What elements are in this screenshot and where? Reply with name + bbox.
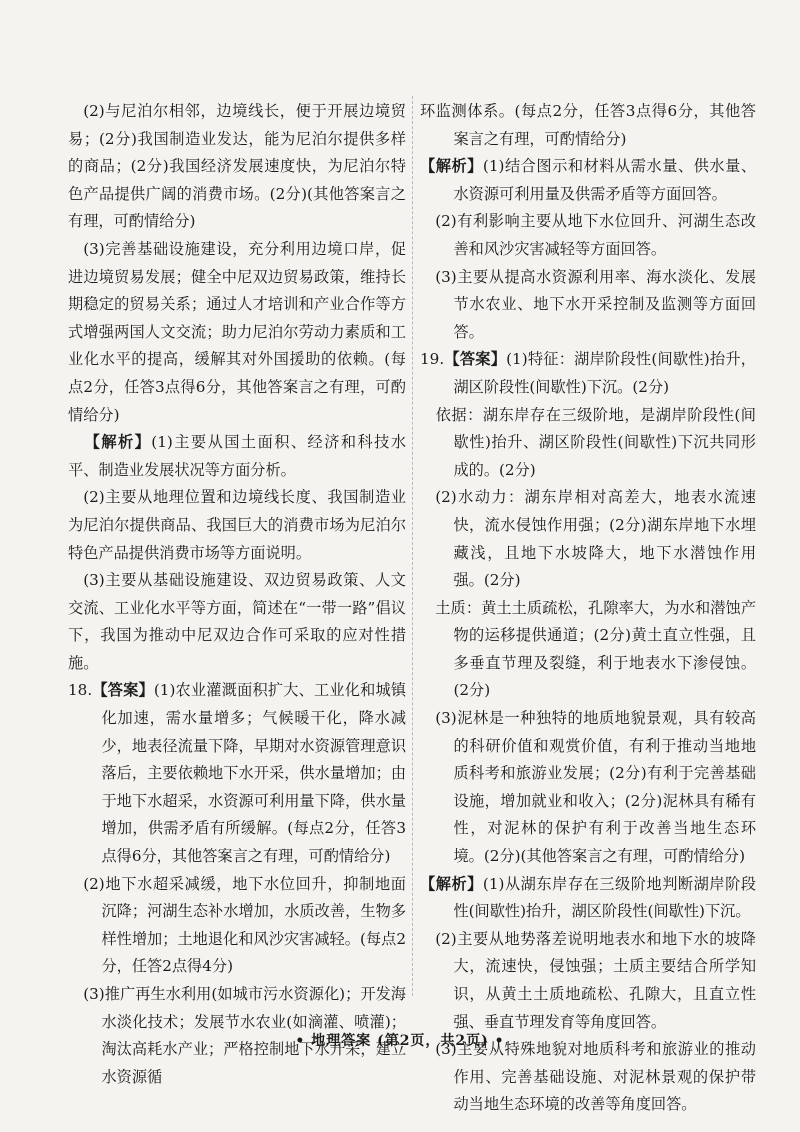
paragraph: (2)主要从地理位置和边境线长度、我国制造业为尼泊尔提供商品、我国巨大的消费市场为尼泊尔特色产品提供消费市场等方面说明。 <box>68 488 406 562</box>
paragraph: 环监测体系。(每点2分，任答3点得6分，其他答案言之有理，可酌情给分) <box>420 102 756 148</box>
paragraph: 【解析】(1)主要从国土面积、经济和科技水平、制造业发展状况等方面分析。 <box>68 433 407 479</box>
analysis-tag: 【解析】 <box>83 433 152 452</box>
answer-tag: 【答案】 <box>92 681 154 700</box>
column-divider <box>412 96 413 996</box>
paragraph: (2)地下水超采减缓，地下水位回升，抑制地面沉降；河湖生态补水增加，水质改善，生物多样性增加；土地退化和风沙灾害减轻。(每点2分，任答2点得4分) <box>83 874 406 976</box>
right-column <box>420 98 756 1119</box>
question-18-answer: 18.【答案】(1)农业灌溉面积扩大、工业化和城镇化加速，需水量增多；气候暖干化，降水减少，地表径流量下降，早期对水资源管理意识落后，主要依赖地下水开采，供水量增加；由于地下水超采，水资源可利用量下降，供水量增加，供需矛盾有所缓解。(每点2分，任答3点得6分，其他答案言之有理，可酌情给分) <box>68 681 407 866</box>
paragraph: 【解析】(1)从湖东岸存在三级阶地判断湖岸阶段性(间歇性)抬升，湖区阶段性(间歇性)下沉。 <box>420 874 757 921</box>
paragraph: (3)完善基础设施建设，充分利用边境口岸，促进边境贸易发展；健全中尼双边贸易政策，维持长期稳定的贸易关系；通过人才培训和产业合作等方式增强两国人文交流；助力尼泊尔劳动力素质和工业化水平的提高，缓解其对外国援助的依赖。(每点2分，任答3点得6分，其他答案言之有理，可酌情给分) <box>68 239 406 424</box>
answer-tag: 【答案】 <box>444 350 507 369</box>
paragraph: (3)主要从特殊地貌对地质科考和旅游业的推动作用、完善基础设施、对泥林景观的保护带动当地生态环境的改善等角度回答。 <box>435 1040 756 1114</box>
question-number: 18. <box>68 681 93 700</box>
analysis-tag: 【解析】 <box>420 157 483 176</box>
analysis-tag: 【解析】 <box>420 874 483 893</box>
page-footer: • 地理答案 (第2页，共2页) • <box>295 1033 505 1049</box>
paragraph: (2)有利影响主要从地下水位回升、河湖生态改善和风沙灾害减轻等方面回答。 <box>435 212 756 258</box>
paragraph: (3)泥林是一种独特的地质地貌景观，具有较高的科研价值和观赏价值，有利于推动当地地质科考和旅游业发展；(2分)有利于完善基础设施，增加就业和收入；(2分)泥林具有稀有性，对泥林的保护有利于改善当地生态环境。(2分)(其他答案言之有理，可酌情给分) <box>435 709 756 866</box>
question-number: 19. <box>420 350 445 369</box>
question-19-answer: 19.【答案】(1)特征：湖岸阶段性(间歇性)抬升，湖区阶段性(间歇性)下沉。(2分) <box>420 350 756 396</box>
paragraph: 依据：湖东岸存在三级阶地，是湖岸阶段性(间歇性)抬升、湖区阶段性(间歇性)下沉共同形成的。(2分) <box>435 405 756 479</box>
paragraph: (2)水动力：湖东岸相对高差大，地表水流速快，流水侵蚀作用强；(2分)湖东岸地下水埋藏浅，且地下水坡降大，地下水潜蚀作用强。(2分) <box>435 488 756 590</box>
paragraph: 土质：黄土土质疏松，孔隙率大，为水和潜蚀产物的运移提供通道；(2分)黄土直立性强，且多垂直节理及裂缝，利于地表水下渗侵蚀。(2分) <box>435 598 756 700</box>
paragraph: (3)主要从基础设施建设、双边贸易政策、人文交流、工业化水平等方面，简述在“一带一路”倡议下，我国为推动中尼双边合作可采取的应对性措施。 <box>68 571 406 672</box>
paragraph: (2)主要从地势落差说明地表水和地下水的坡降大，流速快，侵蚀强；土质主要结合所学知识，从黄土土质地疏松、孔隙大，且直立性强、垂直节理发育等角度回答。 <box>435 929 756 1031</box>
paragraph: (3)主要从提高水资源利用率、海水淡化、发展节水农业、地下水开采控制及监测等方面回答。 <box>435 267 756 341</box>
paragraph: 【解析】(1)结合图示和材料从需水量、供水量、水资源可利用量及供需矛盾等方面回答。 <box>420 157 757 203</box>
paragraph: (3)推广再生水利用(如城市污水资源化)；开发海水淡化技术；发展节水农业(如滴灌、喷灌)；淘汰高耗水产业；严格控制地下水开采，建立水资源循 <box>83 985 406 1086</box>
paragraph: (2)与尼泊尔相邻，边境线长，便于开展边境贸易；(2分)我国制造业发达，能为尼泊尔提供多样的商品；(2分)我国经济发展速度快，为尼泊尔特色产品提供广阔的消费市场。(2分)(其他答案言之有理，可酌情给分) <box>68 102 406 231</box>
left-column <box>68 98 406 1091</box>
